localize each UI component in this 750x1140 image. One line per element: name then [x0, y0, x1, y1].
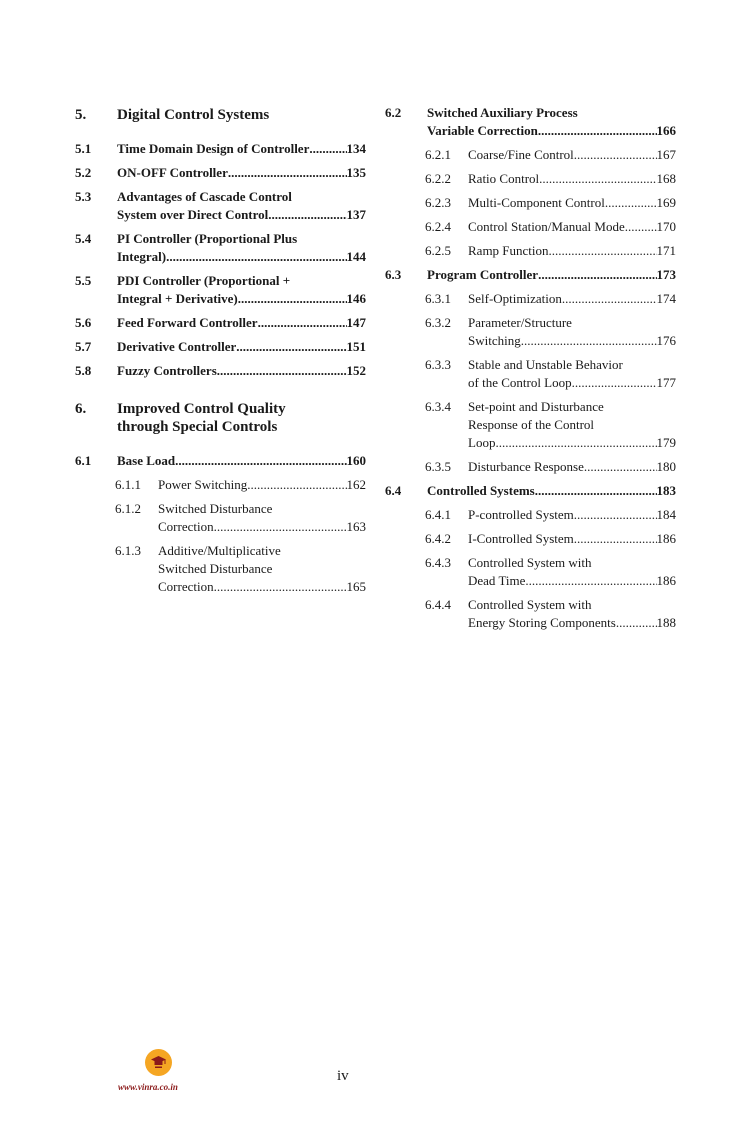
- entry-title: Program Controller: [427, 267, 539, 282]
- entry-title: System over Direct Control: [117, 207, 269, 222]
- entry-title: Switched Disturbance: [158, 561, 273, 576]
- section-number: 6.2: [385, 105, 402, 120]
- section-number: 5.1: [75, 141, 92, 156]
- website-link[interactable]: www.vinra.co.in: [118, 1082, 178, 1092]
- entry-title: ON-OFF Controller: [117, 165, 228, 180]
- page-number: 186: [656, 531, 676, 546]
- entry-title: Switching: [468, 333, 521, 348]
- subsection-number: 6.4.4: [425, 597, 451, 612]
- page-number: 151: [346, 339, 366, 354]
- page-number: 134: [346, 141, 366, 156]
- subsection-number: 6.4.1: [425, 507, 451, 522]
- page-number: 163: [346, 519, 366, 534]
- entry-title: Correction: [158, 519, 214, 534]
- section-number: 5.7: [75, 339, 92, 354]
- entry-title: Fuzzy Controllers: [117, 363, 217, 378]
- entry-title: Dead Time: [468, 573, 526, 588]
- entry-title: Disturbance Response: [468, 459, 584, 474]
- page-number: 168: [656, 171, 676, 186]
- chapter-title: through Special Controls: [117, 419, 278, 435]
- page-number: 184: [656, 507, 676, 522]
- entry-title: Parameter/Structure: [468, 315, 572, 330]
- entry-title: Additive/Multiplicative: [158, 543, 281, 558]
- subsection-number: 6.2.4: [425, 219, 451, 234]
- entry-title: Energy Storing Components: [468, 615, 616, 630]
- entry-title: Switched Disturbance: [158, 501, 273, 516]
- subsection-number: 6.4.2: [425, 531, 451, 546]
- section-number: 5.3: [75, 189, 92, 204]
- entry-title: Controlled System with: [468, 597, 592, 612]
- entry-title: Self-Optimization: [468, 291, 562, 306]
- page-number: 183: [656, 483, 676, 498]
- page-number: 170: [656, 219, 676, 234]
- page-number: 166: [656, 123, 676, 138]
- subsection-number: 6.3.2: [425, 315, 451, 330]
- entry-title: Ratio Control: [468, 171, 540, 186]
- entry-title: Advantages of Cascade Control: [117, 189, 292, 204]
- entry-title: Derivative Controller: [117, 339, 237, 354]
- chapter-number: 6.: [75, 401, 87, 417]
- entry-title: P-controlled System: [468, 507, 574, 522]
- section-number: 5.8: [75, 363, 92, 378]
- entry-title: Ramp Function: [468, 243, 549, 258]
- page-number: 135: [346, 165, 366, 180]
- entry-title: Coarse/Fine Control: [468, 147, 574, 162]
- page-number: 169: [656, 195, 676, 210]
- subsection-number: 6.2.1: [425, 147, 451, 162]
- subsection-number: 6.3.5: [425, 459, 451, 474]
- entry-title: Stable and Unstable Behavior: [468, 357, 623, 372]
- subsection-number: 6.1.3: [115, 543, 141, 558]
- entry-title: Base Load: [117, 453, 176, 468]
- page-number: 152: [346, 363, 366, 378]
- page-number: 160: [346, 453, 366, 468]
- chapter-title: Improved Control Quality: [117, 401, 286, 417]
- page-number: 167: [656, 147, 676, 162]
- entry-title: Correction: [158, 579, 214, 594]
- entry-title: PI Controller (Proportional Plus: [117, 231, 298, 246]
- entry-title: I-Controlled System: [468, 531, 574, 546]
- subsection-number: 6.2.5: [425, 243, 451, 258]
- subsection-number: 6.3.3: [425, 357, 451, 372]
- graduation-cap-icon: [145, 1049, 172, 1076]
- subsection-number: 6.3.1: [425, 291, 451, 306]
- section-number: 5.4: [75, 231, 92, 246]
- entry-title: Controlled Systems: [427, 483, 535, 498]
- entry-title: Set-point and Disturbance: [468, 399, 604, 414]
- page-number: 177: [656, 375, 676, 390]
- entry-title: Multi-Component Control: [468, 195, 605, 210]
- chapter-title: Digital Control Systems: [117, 107, 270, 123]
- entry-title: Variable Correction: [427, 123, 538, 138]
- page-number: 162: [346, 477, 366, 492]
- page-number: 137: [346, 207, 366, 222]
- page-number: 173: [656, 267, 676, 282]
- page-number: 171: [656, 243, 676, 258]
- page-number: 179: [656, 435, 676, 450]
- page-number: 186: [656, 573, 676, 588]
- section-number: 6.1: [75, 453, 92, 468]
- page-number: 180: [656, 459, 676, 474]
- section-number: 5.6: [75, 315, 92, 330]
- entry-title: Integral): [117, 249, 167, 264]
- entry-title: Power Switching: [158, 477, 248, 492]
- entry-title: of the Control Loop: [468, 375, 572, 390]
- section-number: 5.5: [75, 273, 92, 288]
- section-number: 6.3: [385, 267, 402, 282]
- entry-title: Response of the Control: [468, 417, 595, 432]
- page-number: 174: [656, 291, 676, 306]
- page-number: 144: [346, 249, 366, 264]
- section-number: 5.2: [75, 165, 92, 180]
- entry-title: Integral + Derivative): [117, 291, 238, 306]
- subsection-number: 6.3.4: [425, 399, 451, 414]
- entry-title: Feed Forward Controller: [117, 315, 258, 330]
- entry-title: PDI Controller (Proportional +: [117, 273, 291, 288]
- subsection-number: 6.2.2: [425, 171, 451, 186]
- subsection-number: 6.2.3: [425, 195, 451, 210]
- subsection-number: 6.4.3: [425, 555, 451, 570]
- chapter-number: 5.: [75, 107, 87, 123]
- page-number: 147: [346, 315, 366, 330]
- entry-title: Loop: [468, 435, 496, 450]
- page-number-footer: iv: [337, 1068, 349, 1084]
- entry-title: Controlled System with: [468, 555, 592, 570]
- page-number: 176: [656, 333, 676, 348]
- page-number: 146: [346, 291, 366, 306]
- page-number: 165: [346, 579, 366, 594]
- section-number: 6.4: [385, 483, 402, 498]
- subsection-number: 6.1.1: [115, 477, 141, 492]
- entry-title: Switched Auxiliary Process: [427, 105, 578, 120]
- entry-title: Time Domain Design of Controller: [117, 141, 310, 156]
- page-number: 188: [656, 615, 676, 630]
- entry-title: Control Station/Manual Mode: [468, 219, 625, 234]
- subsection-number: 6.1.2: [115, 501, 141, 516]
